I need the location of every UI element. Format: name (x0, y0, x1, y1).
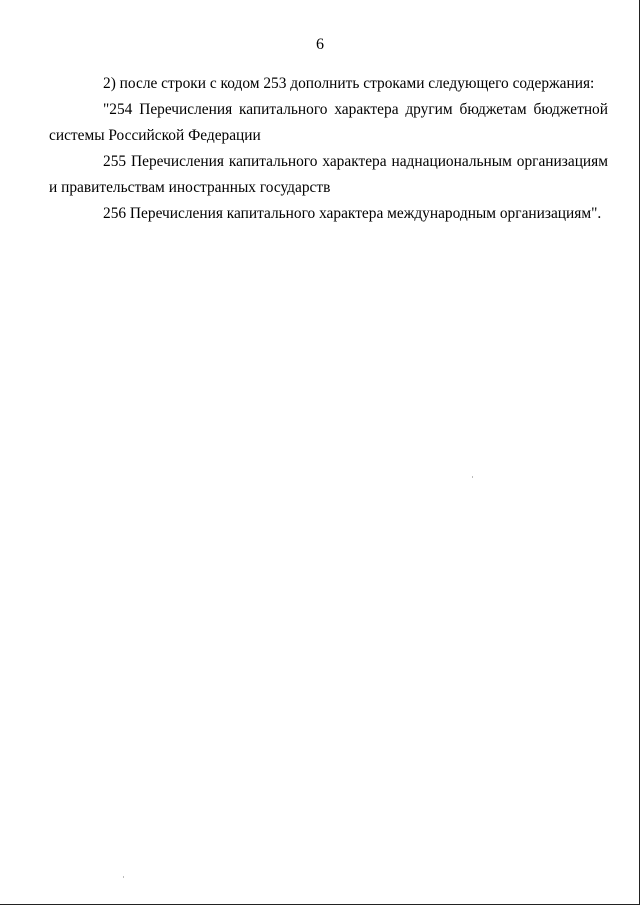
paragraph-line-254: "254 Перечисления капитального характера другим бюджетам бюджетной системы Российской Федерации (49, 101, 608, 144)
paragraph-line-255: 255 Перечисления капитального характера наднациональным организациям и правительствам иностранных государств (49, 153, 608, 196)
scan-speck (472, 476, 473, 478)
scan-speck (123, 876, 124, 878)
paragraph-line-256: 256 Перечисления капитального характера международным организациям". (103, 205, 602, 222)
document-body (49, 71, 608, 227)
paragraph-instruction: 2) после строки с кодом 253 дополнить строками следующего содержания: (103, 75, 595, 92)
page-number: 6 (316, 36, 324, 53)
